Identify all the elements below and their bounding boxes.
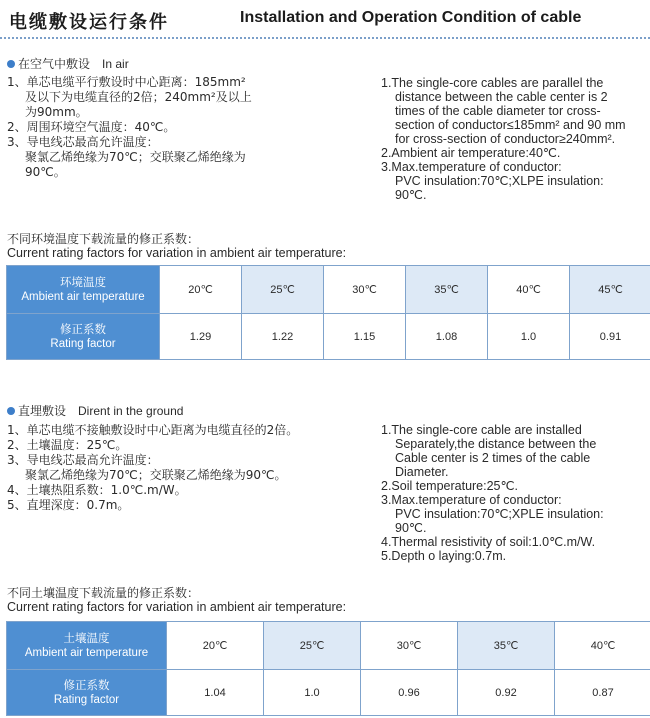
ground-rating-table bbox=[6, 621, 650, 716]
header-divider bbox=[0, 37, 650, 39]
row-header-rating-factor bbox=[7, 670, 167, 716]
condition-line: section of conductor≤185mm² and 90 mm bbox=[395, 118, 626, 132]
table-cell: 0.92 bbox=[458, 670, 555, 716]
condition-line: 3.Max.temperature of conductor: bbox=[381, 160, 562, 174]
condition-line: 4、土壤热阻系数：1.0℃.m/W。 bbox=[7, 483, 187, 497]
table-cell: 0.96 bbox=[361, 670, 458, 716]
ground-conditions-en bbox=[381, 423, 604, 563]
condition-line: 1.The single-core cables are parallel the bbox=[381, 76, 604, 90]
condition-line: 聚氯乙烯绝缘为70℃；交联聚乙烯绝缘为 bbox=[25, 150, 246, 164]
condition-line: 3、导电线芯最高允许温度： bbox=[7, 453, 159, 467]
table-cell: 45℃ bbox=[570, 266, 650, 314]
condition-line: Cable center is 2 times of the cable bbox=[395, 451, 591, 465]
condition-line: PVC insulation:70℃;XLPE insulation: bbox=[395, 174, 604, 188]
table-cell: 20℃ bbox=[160, 266, 242, 314]
row-header-cn: 环境温度 bbox=[60, 276, 106, 289]
condition-line: 1.The single-core cable are installed bbox=[381, 423, 582, 437]
section-heading-in-ground bbox=[7, 402, 183, 419]
condition-line: 90℃。 bbox=[25, 165, 66, 179]
caption-cn: 不同环境温度下载流量的修正系数： bbox=[7, 232, 200, 246]
bullet-icon bbox=[7, 60, 15, 68]
ground-table-caption bbox=[7, 586, 346, 614]
table-cell: 1.22 bbox=[242, 314, 324, 360]
table-cell: 1.0 bbox=[264, 670, 361, 716]
condition-line: 2.Soil temperature:25℃. bbox=[381, 479, 519, 493]
caption-en: Current rating factors for variation in ambient air temperature: bbox=[7, 600, 347, 614]
air-conditions-cn bbox=[7, 75, 252, 180]
table-cell: 35℃ bbox=[458, 622, 555, 670]
table-row bbox=[7, 622, 650, 670]
row-header-cn: 修正系数 bbox=[63, 679, 110, 692]
table-cell: 0.87 bbox=[555, 670, 650, 716]
table-cell: 1.04 bbox=[167, 670, 264, 716]
caption-cn: 不同土壤温度下载流量的修正系数： bbox=[7, 586, 200, 600]
row-header-temperature bbox=[7, 622, 167, 670]
page-title-en: Installation and Operation Condition of cable bbox=[240, 9, 582, 26]
table-cell: 1.15 bbox=[324, 314, 406, 360]
condition-line: 5、直埋深度：0.7m。 bbox=[7, 498, 130, 512]
section-heading-cn: 直埋敷设 bbox=[18, 404, 67, 418]
page-title-cn: 电缆敷设运行条件 bbox=[9, 12, 169, 33]
condition-line: 2、周围环境空气温度：40℃。 bbox=[7, 120, 176, 134]
section-heading-en: Dirent in the ground bbox=[78, 404, 184, 418]
row-header-en: Rating factor bbox=[50, 337, 116, 350]
condition-line: 90℃. bbox=[395, 521, 427, 535]
bullet-icon bbox=[7, 407, 15, 415]
air-rating-table bbox=[6, 265, 650, 360]
table-cell: 20℃ bbox=[167, 622, 264, 670]
air-conditions-en bbox=[381, 76, 626, 202]
ground-conditions-cn bbox=[7, 423, 298, 513]
table-cell: 1.29 bbox=[160, 314, 242, 360]
air-table-caption bbox=[7, 232, 346, 260]
row-header-en: Ambient air temperature bbox=[24, 646, 149, 659]
row-header-cn: 土壤温度 bbox=[63, 632, 110, 645]
table-cell: 30℃ bbox=[361, 622, 458, 670]
condition-line: times of the cable diameter tor cross- bbox=[395, 104, 601, 118]
condition-line: 为90mm。 bbox=[25, 105, 88, 119]
table-cell: 40℃ bbox=[555, 622, 650, 670]
table-cell: 1.08 bbox=[406, 314, 488, 360]
table-cell: 25℃ bbox=[242, 266, 324, 314]
row-header-temperature bbox=[7, 266, 160, 314]
condition-line: 4.Thermal resistivity of soil:1.0℃.m/W. bbox=[381, 535, 596, 549]
table-row bbox=[7, 314, 650, 360]
condition-line: PVC insulation:70℃;XPLE insulation: bbox=[395, 507, 604, 521]
row-header-en: Rating factor bbox=[53, 693, 120, 706]
condition-line: 5.Depth o laying:0.7m. bbox=[381, 549, 507, 563]
condition-line: 2.Ambient air temperature:40℃. bbox=[381, 146, 561, 160]
table-row bbox=[7, 266, 650, 314]
condition-line: for cross-section of conductor≥240mm². bbox=[395, 132, 616, 146]
caption-en: Current rating factors for variation in ambient air temperature: bbox=[7, 246, 347, 260]
condition-line: 及以下为电缆直径的2倍；240mm²及以上 bbox=[25, 90, 252, 104]
condition-line: distance between the cable center is 2 bbox=[395, 90, 608, 104]
section-heading-en: In air bbox=[102, 57, 129, 71]
condition-line: 1、单芯电缆不接触敷设时中心距离为电缆直径的2倍。 bbox=[7, 423, 299, 437]
row-header-rating-factor bbox=[7, 314, 160, 360]
condition-line: 聚氯乙烯绝缘为70℃；交联聚乙烯绝缘为90℃。 bbox=[25, 468, 287, 482]
section-heading-in-air bbox=[7, 55, 129, 72]
row-header-cn: 修正系数 bbox=[60, 323, 106, 336]
condition-line: 1、单芯电缆平行敷设时中心距离：185mm² bbox=[7, 75, 246, 89]
table-row bbox=[7, 670, 650, 716]
table-cell: 25℃ bbox=[264, 622, 361, 670]
page-header bbox=[0, 0, 650, 40]
table-cell: 0.91 bbox=[570, 314, 650, 360]
condition-line: 3.Max.temperature of conductor: bbox=[381, 493, 562, 507]
section-heading-cn: 在空气中敷设 bbox=[18, 57, 91, 71]
condition-line: Diameter. bbox=[395, 465, 449, 479]
condition-line: 3、导电线芯最高允许温度： bbox=[7, 135, 159, 149]
table-cell: 30℃ bbox=[324, 266, 406, 314]
condition-line: 90℃. bbox=[395, 188, 427, 202]
table-cell: 35℃ bbox=[406, 266, 488, 314]
table-cell: 40℃ bbox=[488, 266, 570, 314]
row-header-en: Ambient air temperature bbox=[21, 290, 145, 303]
condition-line: Separately,the distance between the bbox=[395, 437, 597, 451]
condition-line: 2、土壤温度：25℃。 bbox=[7, 438, 128, 452]
table-cell: 1.0 bbox=[488, 314, 570, 360]
